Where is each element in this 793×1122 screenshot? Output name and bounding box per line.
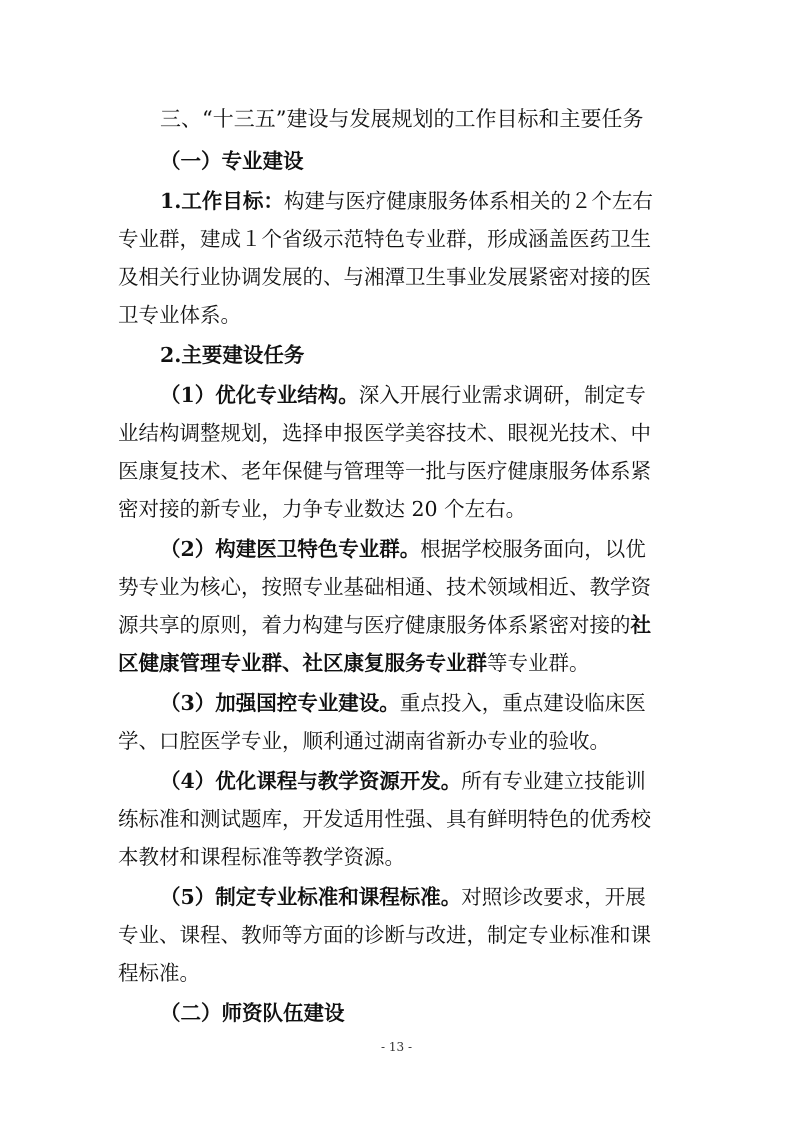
task2-line-4: [118, 648, 678, 678]
task3-text-1: 重点投入，重点建设临床医: [399, 691, 646, 715]
task2-text-3: 源共享的原则，着力构建与医疗健康服务体系紧密对接的: [118, 613, 631, 637]
task5-line-2: 专业、课程、教师等方面的诊断与改进，制定专业标准和课: [118, 923, 651, 947]
goal-line-3: 及相关行业协调发展的、与湘潭卫生事业发展紧密对接的医: [118, 265, 651, 289]
goal-line-1: [160, 186, 678, 216]
task1-line-4: 密对接的新专业，力争专业数达 20 个左右。: [118, 497, 527, 521]
task3-line-1: [160, 688, 678, 718]
task2-line-2: 势专业为核心，按照专业基础相通、技术领域相近、教学资: [118, 575, 651, 599]
task2-label: （2）构建医卫特色专业群。: [160, 537, 421, 561]
goal-line-4: 卫专业体系。: [118, 303, 241, 327]
task5-label: （5）制定专业标准和课程标准。: [160, 885, 462, 909]
page-number: - 13 -: [380, 1040, 412, 1054]
tasks-title: 2.主要建设任务: [160, 343, 305, 367]
task2-text-1: 根据学校服务面向，以优: [420, 537, 646, 561]
task1-label: （1）优化专业结构。: [160, 383, 359, 407]
task2-text-4: 等专业群。: [487, 651, 590, 675]
task1-line-3: 医康复技术、老年保健与管理等一批与医疗健康服务体系紧: [118, 459, 651, 483]
task2-line-3: [118, 610, 678, 640]
task1-line-2: 业结构调整规划，选择申报医学美容技术、眼视光技术、中: [118, 421, 651, 445]
task1-line-1: [160, 380, 678, 410]
section-heading: 三、“十三五”建设与发展规划的工作目标和主要任务: [160, 107, 644, 131]
goal-text-1: 构建与医疗健康服务体系相关的２个左右: [283, 189, 653, 213]
subsection-title-specialty: （一）专业建设: [160, 149, 304, 173]
task3-line-2: 学、口腔医学专业，顺利通过湖南省新办专业的验收。: [118, 729, 610, 753]
goal-label: 1.工作目标：: [160, 189, 284, 213]
goal-line-2: 专业群，建成１个省级示范特色专业群，形成涵盖医药卫生: [118, 227, 651, 251]
task4-line-2: 练标准和测试题库，开发适用性强、具有鲜明特色的优秀校: [118, 807, 651, 831]
task2-line-1: [160, 534, 678, 564]
task5-text-1: 对照诊改要求，开展: [461, 885, 646, 909]
task3-label: （3）加强国控专业建设。: [160, 691, 400, 715]
task4-text-1: 所有专业建立技能训: [461, 769, 646, 793]
task4-label: （4）优化课程与教学资源开发。: [160, 769, 462, 793]
task4-line-3: 本教材和课程标准等教学资源。: [118, 845, 405, 869]
task4-line-1: [160, 766, 678, 796]
task1-text-1: 深入开展行业需求调研，制定专: [358, 383, 646, 407]
subsection-title-faculty: （二）师资队伍建设: [160, 1001, 345, 1025]
task2-bold-3: 社: [630, 613, 651, 637]
task5-line-3: 程标准。: [118, 961, 200, 985]
task2-bold-4: 区健康管理专业群、社区康复服务专业群: [118, 651, 487, 675]
task5-line-1: [160, 882, 678, 912]
